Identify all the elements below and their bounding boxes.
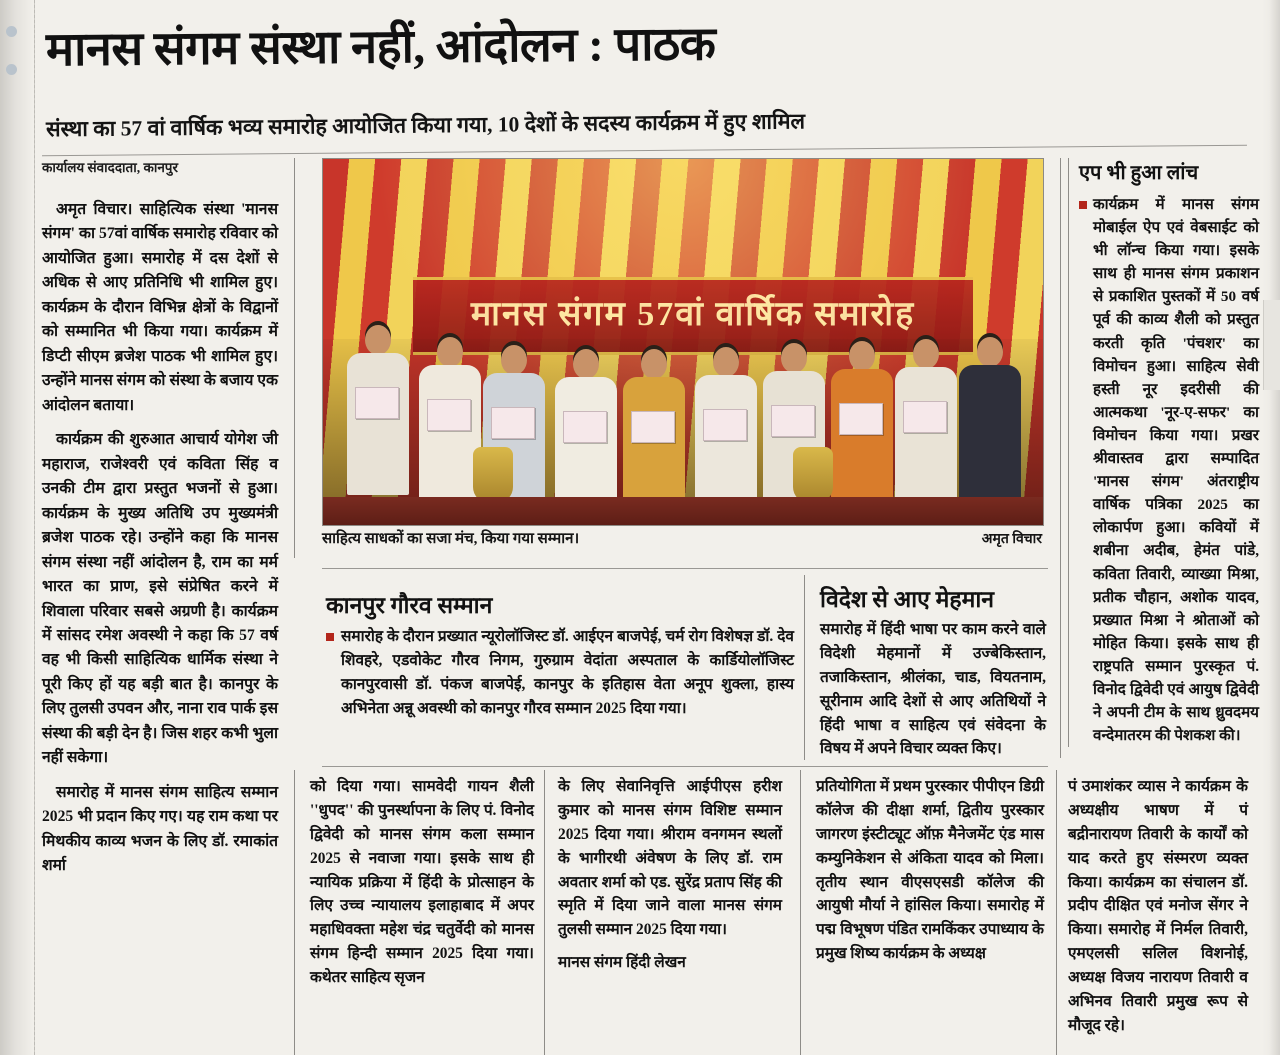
app-launch-title: एप भी हुआ लांच (1079, 162, 1199, 184)
section-text: समारोह के दौरान प्रख्यात न्यूरोलॉजिस्ट डॉ. आईएन बाजपेई, चर्म रोग विशेषज्ञ डॉ. देव शिवहरे, एडवोकेट गौरव निगम, गुरुग्राम वेदांता अस्पताल के कार्डियोलॉजिस्ट कानपुरवासी डॉ. पंकज बाजपेई, कानपुर के इतिहास वेता अनूप शुक्ला, हास्य अभिनेता अन्नू अवस्थी को कानपुर गौरव सम्मान 2025 दिया गया। (341, 628, 794, 717)
section-title-kanpur-gaurav: कानपुर गौरव सम्मान (326, 593, 493, 618)
paragraph: मानस संगम हिंदी लेखन (558, 954, 686, 972)
section-body-kanpur-gaurav (326, 625, 794, 721)
divider (322, 568, 1048, 569)
page-title: मानस संगम संस्था नहीं, आंदोलन : पाठक (45, 18, 716, 77)
square-bullet-icon (326, 633, 334, 641)
lead-column (42, 198, 278, 889)
body-column-3 (816, 775, 1044, 975)
article-photo (322, 158, 1044, 526)
body-column-4 (1068, 775, 1248, 1047)
paragraph: अमृत विचार। साहित्यिक संस्था 'मानस संगम' का 57वां वार्षिक समारोह रविवार को आयोजित हुआ। समारोह में दस देशों से अधिक से आए प्रतिनिधि भी शामिल हुए। कार्यक्रम के दौरान विभिन्न क्षेत्रों के विद्वानों को सम्मानित भी किया गया। कार्यक्रम में डिप्टी सीएम ब्रजेश पाठक भी शामिल हुए। उन्होंने मानस संगम को संस्था के बजाय एक आंदोलन बताया। (42, 201, 278, 414)
divider (804, 575, 805, 760)
photo-backdrop (323, 159, 1043, 525)
divider (294, 158, 295, 558)
photo-credit: अमृत विचार (981, 532, 1042, 547)
divider (800, 770, 801, 1055)
section-body-videsh-mehman: समारोह में हिंदी भाषा पर काम करने वाले विदेशी मेहमानों में उज्बेकिस्तान, तजाकिस्तान, श्रीलंका, चाड, वियतनाम, सूरीनाम आदि देशों से आए अतिथियों ने हिंदी भाषा व साहित्य एवं संवेदना के विषय में अपने विचार व्यक्त किए। (820, 621, 1046, 758)
punch-hole-icon (6, 26, 17, 37)
divider (42, 145, 1247, 157)
photo-foreground (323, 339, 1043, 525)
divider (1060, 158, 1061, 758)
divider (294, 770, 295, 1055)
scan-left-edge (0, 0, 35, 1055)
paragraph: पं उमाशंकर व्यास ने कार्यक्रम के अध्यक्षीय भाषण में पं बद्रीनारायण तिवारी के कार्यों को याद करते हुए संस्मरण व्यक्त किया। कार्यक्रम का संचालन डॉ. प्रदीप दीक्षित एवं मनोज सेंगर ने किया। समारोह में निर्मल तिवारी, एमएलसी सलिल विशनोई, अध्यक्ष विजय नारायण तिवारी व अभिनव तिवारी प्रमुख रूप से मौजूद रहे। (1068, 778, 1248, 1034)
divider (544, 770, 545, 1055)
stage-banner-text: मानस संगम 57वां वार्षिक समारोह (413, 277, 973, 355)
body-column-1 (310, 775, 534, 999)
paragraph: समारोह में मानस संगम साहित्य सम्मान 2025 भी प्रदान किए गए। यह राम कथा पर मिथकीय काव्य भजन के लिए डॉ. रमाकांत शर्मा (42, 783, 278, 875)
punch-hole-icon (6, 64, 17, 75)
paragraph: प्रतियोगिता में प्रथम पुरस्कार पीपीएन डिग्री कॉलेज की दीक्षा शर्मा, द्वितीय पुरस्कार जागरण इंस्टीट्यूट ऑफ़ मैनेजमेंट एंड मास कम्युनिकेशन से अंकिता यादव को मिला। तृतीय स्थान वीएसएसडी कॉलेज की आयुषी मौर्या ने हांसिल किया। समारोह में पद्म विभूषण पंडित रामकिंकर उपाध्याय के प्रमुख शिष्य कार्यक्रम के अध्यक्ष (816, 778, 1044, 963)
scan-right-edge (1262, 0, 1280, 1055)
article-content (38, 0, 1262, 1055)
paragraph: को दिया गया। सामवेदी गायन शैली ''धुपद'' की पुनर्स्थापना के लिए पं. विनोद द्विवेदी को मानस संगम कला सम्मान 2025 से नवाजा गया। इसके साथ ही न्यायिक प्रक्रिया में हिंदी के प्रोत्साहन के लिए उच्च न्यायालय इलाहाबाद में अपर महाधिवक्ता महेश चंद्र चतुर्वेदी को मानस संगम हिन्दी सम्मान 2025 दिया गया। कथेतर साहित्य सृजन (310, 778, 534, 986)
app-launch-box (1068, 158, 1259, 747)
photo-caption: साहित्य साधकों का सजा मंच, किया गया सम्मान। (322, 531, 580, 547)
divider (1056, 770, 1057, 1055)
paragraph: के लिए सेवानिवृत्ति आईपीएस हरीश कुमार को मानस संगम विशिष्ट सम्मान 2025 दिया गया। श्रीराम वनगमन स्थलों के भागीरथी अंवेषण के लिए डॉ. राम अवतार शर्मा को एड. सुरेंद्र प्रताप सिंह की स्मृति में दिया जाने वाला मानस संगम तुलसी सम्मान 2025 दिया गया। (558, 778, 782, 939)
app-launch-body (1079, 193, 1259, 747)
app-launch-text: कार्यक्रम में मानस संगम मोबाईल ऐप एवं वेबसाईट को भी लॉन्च किया गया। इसके साथ ही मानस संगम प्रकाशन से प्रकाशित पुस्तकों में 50 वर्ष पूर्व की काव्य शैली को प्रस्तुत करती कृति 'पंचशर' का विमोचन हुआ। साहित्य सेवी हस्ती नूर इदरीसी की आत्मकथा 'नूर-ए-सफर' का विमोचन किया गया। प्रखर श्रीवास्तव द्वारा सम्पादित 'मानस संगम' अंतराष्ट्रीय वार्षिक पत्रिका 2025 का लोकार्पण हुआ। कवियों में शबीना अदीब, हेमंत पांडे, कविता तिवारी, व्याख्या मिश्रा, प्रतीक चौहान, अशोक यादव, प्रख्यात मिश्रा ने श्रोताओं को मोहित किया। इसके साथ ही राष्ट्रपति सम्मान पुरस्कृत पं. विनोद द्विवेदी एवं आयुष द्विवेदी ने अपनी टीम के साथ ध्रुवदमय वन्देमातरम की पेशकश की। (1093, 196, 1259, 745)
section-title-videsh-mehman: विदेश से आए मेहमान (820, 587, 995, 612)
paragraph: कार्यक्रम की शुरुआत आचार्य योगेश जी महाराज, राजेश्वरी एवं कविता सिंह व उनकी टीम द्वारा प्रस्तुत भजनों से हुआ। कार्यक्रम के मुख्य अतिथि उप मुख्यमंत्री ब्रजेश पाठक रहे। उन्होंने कहा कि मानस संगम संस्था नहीं आंदोलन है, राम का मर्म भारत का प्राण, इसे संप्रेषित करने में शिवाला परिवार सबसे अग्रणी है। कार्यक्रम में सांसद रमेश अवस्थी ने कहा कि 57 वर्ष वह भी किसी साहित्यिक धार्मिक संस्था ने पूरी किए हों यह बड़ी बात है। कानपुर के लिए तुलसी उपवन और, नाना राव पार्क इस संस्था की बड़ी देन है। जिस शहर कभी भुला नहीं सकेगा। (42, 431, 278, 767)
page-edge-strip (1263, 300, 1280, 390)
body-column-2 (558, 775, 782, 984)
divider (322, 766, 1048, 767)
photo-caption-row (322, 528, 1042, 548)
byline: कार्यालय संवाददाता, कानपुर (42, 160, 178, 175)
square-bullet-icon (1079, 201, 1087, 209)
sub-headline: संस्था का 57 वां वार्षिक भव्य समारोह आयोजित किया गया, 10 देशों के सदस्य कार्यक्रम में हुए शामिल (45, 109, 806, 142)
